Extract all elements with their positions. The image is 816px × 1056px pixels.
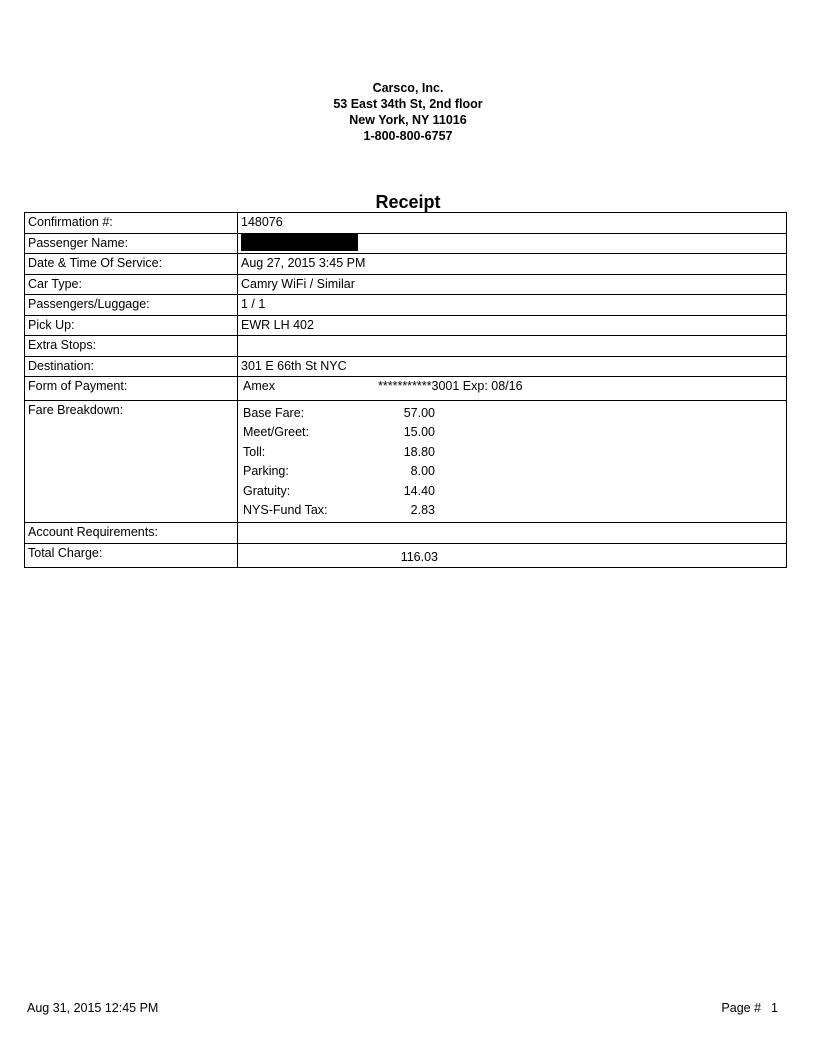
service-time-value: Aug 27, 2015 3:45 PM [238,254,787,275]
passenger-value [238,233,787,254]
total-value: 116.03 [400,549,438,564]
payment-label: Form of Payment: [25,377,238,401]
fare-item [243,464,783,483]
fare-row [25,401,787,523]
fare-item-name: Toll: [243,444,266,459]
receipt-title: Receipt [375,192,441,212]
fare-item-amount: 14.40 [403,483,435,498]
pickup-value: EWR LH 402 [238,315,787,336]
extra-stops-value [238,336,787,357]
destination-row [25,356,787,377]
page-label: Page # [721,1001,762,1015]
destination-label: Destination: [25,356,238,377]
fare-item-amount: 2.83 [410,502,435,517]
confirmation-label: Confirmation #: [25,213,238,234]
fare-item-name: NYS-Fund Tax: [243,502,328,517]
receipt-table [24,212,787,568]
fare-item-amount: 57.00 [403,406,435,420]
passenger-row [25,233,787,254]
payment-value [238,377,787,401]
extra-stops-row [25,336,787,357]
fare-item-name: Parking: [243,464,289,479]
car-type-row [25,274,787,295]
passengers-luggage-value: 1 / 1 [238,295,787,316]
account-requirements-label: Account Requirements: [25,523,238,544]
fare-item-name: Base Fare: [243,406,305,420]
fare-item [243,503,783,522]
fare-item-amount: 18.80 [403,444,435,459]
extra-stops-label: Extra Stops: [25,336,238,357]
page-indicator [721,1001,778,1015]
fare-label: Fare Breakdown: [25,401,238,523]
fare-item [243,445,783,464]
confirmation-value: 148076 [238,213,787,234]
car-type-label: Car Type: [25,274,238,295]
payment-method: Amex [243,379,275,393]
page-number: 1 [771,1001,778,1015]
total-label: Total Charge: [25,543,238,567]
pickup-label: Pick Up: [25,315,238,336]
fare-item [243,484,783,503]
fare-breakdown [238,401,787,523]
company-name: Carsco, Inc. [372,81,444,95]
total-row [25,543,787,567]
account-requirements-row [25,523,787,544]
pickup-row [25,315,787,336]
passengers-luggage-label: Passengers/Luggage: [25,295,238,316]
confirmation-row [25,213,787,234]
fare-item-name: Meet/Greet: [243,425,309,440]
company-phone: 1-800-800-6757 [363,129,453,143]
total-value-cell [238,543,787,567]
service-time-label: Date & Time Of Service: [25,254,238,275]
fare-item-name: Gratuity: [243,483,291,498]
fare-item-amount: 8.00 [410,464,435,479]
account-requirements-value [238,523,787,544]
card-number: ***********3001 Exp: 08/16 [378,379,523,393]
payment-row [25,377,787,401]
company-header [0,80,816,144]
fare-item [243,425,783,444]
passengers-luggage-row [25,295,787,316]
destination-value: 301 E 66th St NYC [238,356,787,377]
company-address-line2: New York, NY 11016 [349,113,467,127]
company-address-line1: 53 East 34th St, 2nd floor [333,97,483,111]
fare-item [243,406,783,425]
car-type-value: Camry WiFi / Similar [238,274,787,295]
printed-date: Aug 31, 2015 12:45 PM [27,1001,159,1015]
fare-item-amount: 15.00 [403,425,435,440]
redaction-block [241,234,358,251]
passenger-label: Passenger Name: [25,233,238,254]
service-time-row [25,254,787,275]
